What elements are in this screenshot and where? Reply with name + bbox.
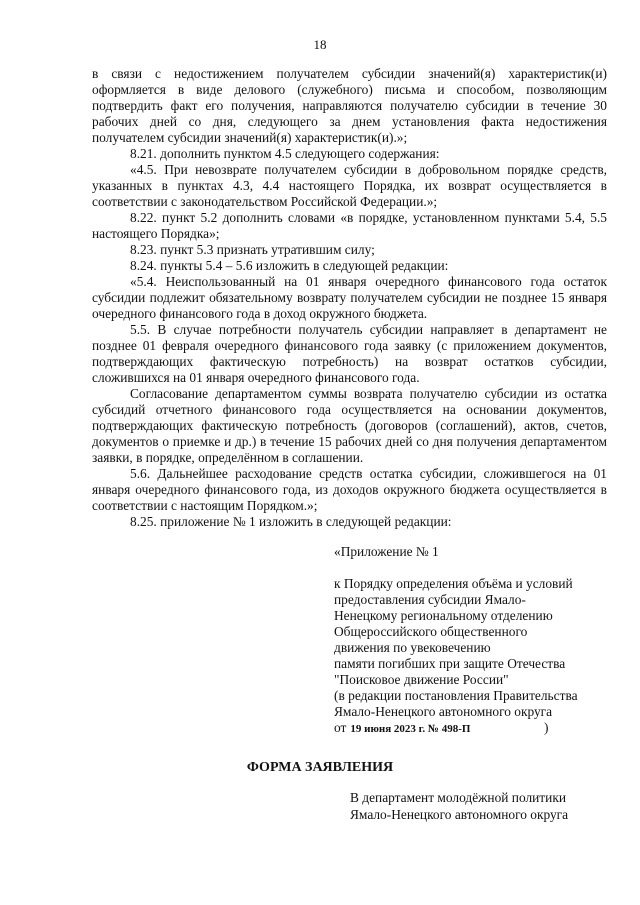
paragraph: 8.21. дополнить пунктом 4.5 следующего содержания: <box>130 146 440 161</box>
appendix-line: "Поисковое движение России" <box>334 672 509 687</box>
paragraph: 8.23. пункт 5.3 признать утратившим силу; <box>130 242 375 257</box>
appendix-line: Ямало-Ненецкого автономного округа <box>334 704 553 719</box>
body-text <box>92 66 607 530</box>
appendix-line: Общероссийского общественного <box>334 624 528 639</box>
appendix-line: (в редакции постановления Правительства <box>334 688 578 703</box>
appendix-line: предоставления субсидии Ямало- <box>334 592 526 607</box>
closing-parenthesis: ) <box>544 720 549 735</box>
resolution-date: 19 июня 2023 г. № 498-П <box>350 723 471 735</box>
paragraph: 5.5. В случае потребности получатель субсидии направляет в департамент не позднее 01 февраля очередного финансового года заявку (с приложением документов, подтверждающих фактическую потребность) на возврат остатков субсидии, сложившихся на 01 января очередного финансового года. <box>92 322 607 385</box>
addressee-block <box>350 790 620 824</box>
appendix-line: движения по увековечению <box>334 640 491 655</box>
paragraph: Согласование департаментом суммы возврата получателю субсидии из остатка субсидий отчетного финансового года осуществляется на основании документов, подтверждающих фактическую потребность (договоров (соглашений), актов, счетов, документов о приемке и др.) в течение 15 рабочих дней со дня получения департаментом заявки, в порядке, определённом в соглашении. <box>92 386 607 465</box>
appendix-line: памяти погибших при защите Отечества <box>334 656 566 671</box>
date-prefix: от <box>334 720 347 735</box>
appendix-header-block <box>334 544 624 737</box>
addressee-line: В департамент молодёжной политики <box>350 790 566 805</box>
resolution-date-line <box>334 720 624 737</box>
appendix-line: к Порядку определения объёма и условий <box>334 576 573 591</box>
paragraph: 8.25. приложение № 1 изложить в следующей редакции: <box>130 514 452 529</box>
paragraph: «4.5. При невозврате получателем субсидии в добровольном порядке средств, указанных в пунктах 4.3, 4.4 настоящего Порядка, их возврат осуществляется в соответствии с законодательством Российской Федерации.»; <box>92 162 607 209</box>
paragraph: «5.4. Неиспользованный на 01 января очередного финансового года остаток субсидии подлежит обязательному возврату получателем субсидии не позднее 15 января очередного финансового года в доход окружного бюджета. <box>92 274 607 321</box>
appendix-heading: «Приложение № 1 <box>334 544 439 559</box>
form-title: ФОРМА ЗАЯВЛЕНИЯ <box>246 760 394 775</box>
paragraph: в связи с недостижением получателем субсидии значений(я) характеристик(и) оформляется в виде делового (служебного) письма и способом, позволяющим подтвердить факт его получения, направляются получателю субсидии в течение 30 рабочих дней со дня, следующего за днем установления факта недостижения получателем субсидии значений(я) характеристик(и).»; <box>92 66 607 145</box>
paragraph: 8.24. пункты 5.4 – 5.6 изложить в следующей редакции: <box>130 258 449 273</box>
addressee-line: Ямало-Ненецкого автономного округа <box>350 807 569 822</box>
paragraph: 8.22. пункт 5.2 дополнить словами «в порядке, установленном пунктами 5.4, 5.5 настоящего Порядка»; <box>92 210 607 241</box>
page-number: 18 <box>313 37 327 52</box>
appendix-line: Ненецкому региональному отделению <box>334 608 553 623</box>
blank-line <box>334 560 624 576</box>
paragraph: 5.6. Дальнейшее расходование средств остатка субсидии, сложившегося на 01 января очередного финансового года, из доходов окружного бюджета осуществляется в соответствии с настоящим Порядком.»; <box>92 466 607 513</box>
